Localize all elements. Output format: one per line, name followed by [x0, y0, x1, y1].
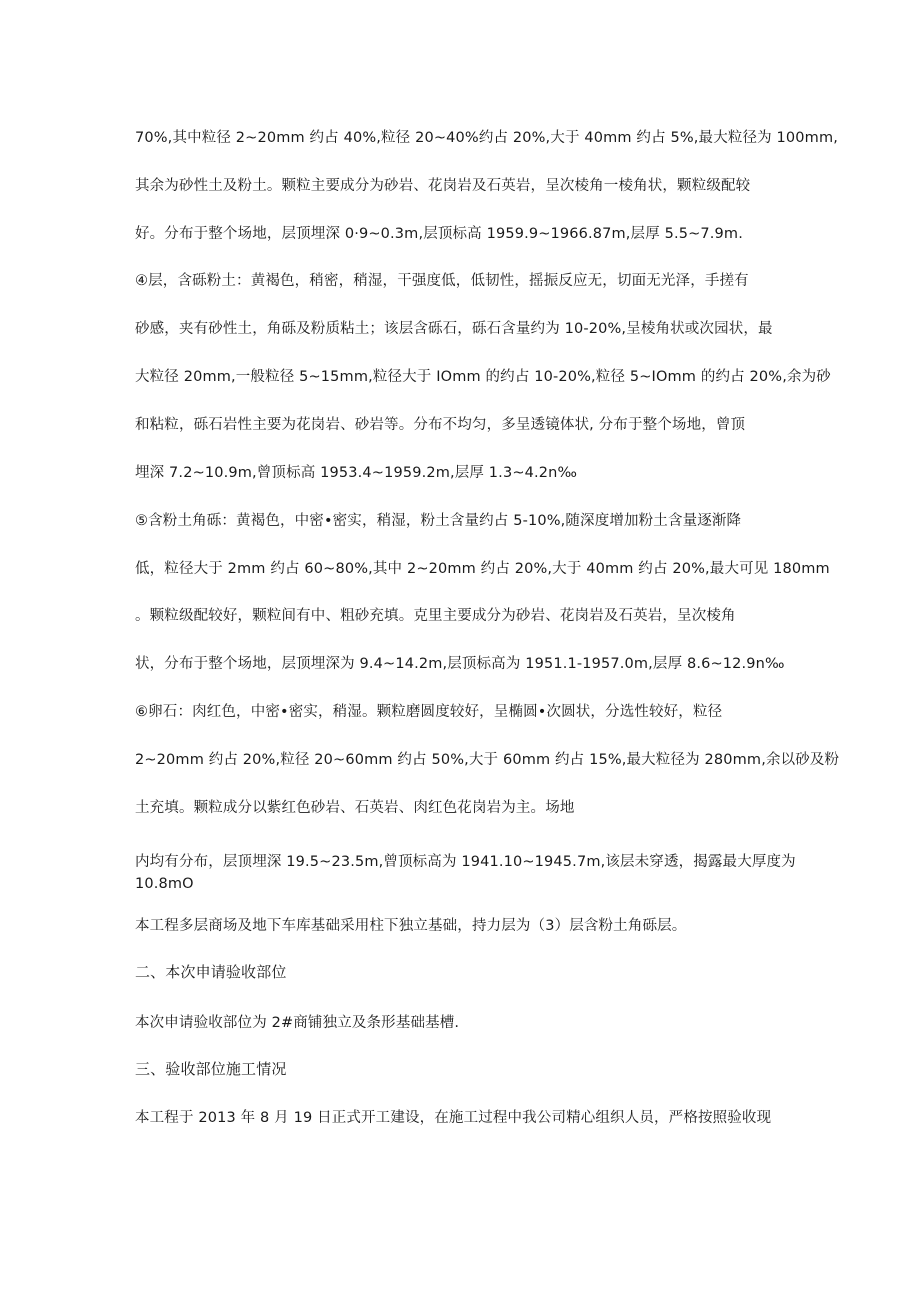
paragraph-line: 土充填。颗粒成分以紫红色砂岩、石英岩、肉红色花岗岩为主。场地 [135, 800, 575, 816]
section-heading-2: 二、本次申请验收部位 [135, 963, 287, 981]
paragraph-line: ④层，含砾粉土：黄褐色，稍密，稍湿，干强度低，低韧性，摇振反应无，切面无光泽，手搓有 [135, 273, 749, 289]
paragraph-line: 本次申请验收部位为 2#商铺独立及条形基础基槽. [135, 1015, 460, 1031]
paragraph-line: 砂感，夹有砂性土，角砾及粉质粘土；该层含砾石，砾石含量约为 10-20%,呈棱角状或次园状，最 [135, 321, 773, 337]
paragraph-line: 低，粒径大于 2mm 约占 60~80%,其中 2~20mm 约占 20%,大于 40mm 约占 20%,最大可见 180mm [135, 561, 830, 577]
paragraph-line: 本工程于 2013 年 8 月 19 日正式开工建设，在施工过程中我公司精心组织人员，严格按照验收现 [135, 1110, 772, 1126]
paragraph-line: 本工程多层商场及地下车库基础采用柱下独立基础，持力层为（3）层含粉土角砾层。 [135, 918, 687, 934]
paragraph-line: ⑤含粉土角砾：黄褐色，中密•密实，稍湿，粉土含量约占 5-10%,随深度增加粉土含量逐渐降 [135, 513, 742, 529]
paragraph-line: 好。分布于整个场地，层顶埋深 0·9~0.3m,层顶标高 1959.9~1966.87m,层厚 5.5~7.9m. [135, 226, 743, 242]
paragraph-line: 和粘粒，砾石岩性主要为花岗岩、砂岩等。分布不均匀，多呈透镜体状, 分布于整个场地，曾顶 [135, 417, 746, 433]
paragraph-line: 其余为砂性土及粉土。颗粒主要成分为砂岩、花岗岩及石英岩，呈次棱角一棱角状，颗粒级配较 [135, 178, 751, 194]
paragraph-line: 内均有分布，层顶埋深 19.5~23.5m,曾顶标高为 1941.10~1945.7m,该层未穿透，揭露最大厚度为 [135, 854, 796, 870]
paragraph-line: 埋深 7.2~10.9m,曾顶标高 1953.4~1959.2m,层厚 1.3~4.2n‰ [135, 465, 578, 481]
paragraph-line: 70%,其中粒径 2~20mm 约占 40%,粒径 20~40%约占 20%,大于 40mm 约占 5%,最大粒径为 100mm, [135, 130, 838, 146]
paragraph-line: ⑥卵石：肉红色，中密•密实，稍湿。颗粒磨圆度较好，呈椭圆•次圆状，分选性较好，粒径 [135, 704, 723, 720]
paragraph-line: 状，分布于整个场地，层顶埋深为 9.4~14.2m,层顶标高为 1951.1-1957.0m,层厚 8.6~12.9n‰ [135, 656, 785, 672]
paragraph-line: 10.8mO [135, 876, 194, 892]
paragraph-line: 2~20mm 约占 20%,粒径 20~60mm 约占 50%,大于 60mm 约占 15%,最大粒径为 280mm,余以砂及粉 [135, 752, 840, 768]
section-heading-3: 三、验收部位施工情况 [135, 1060, 287, 1078]
paragraph-line: 大粒径 20mm,一般粒径 5~15mm,粒径大于 IOmm 的约占 10-20%,粒径 5~IOmm 的约占 20%,余为砂 [135, 369, 831, 385]
paragraph-line: 。颗粒级配较好，颗粒间有中、粗砂充填。克里主要成分为砂岩、花岗岩及石英岩，呈次棱角 [135, 608, 736, 624]
